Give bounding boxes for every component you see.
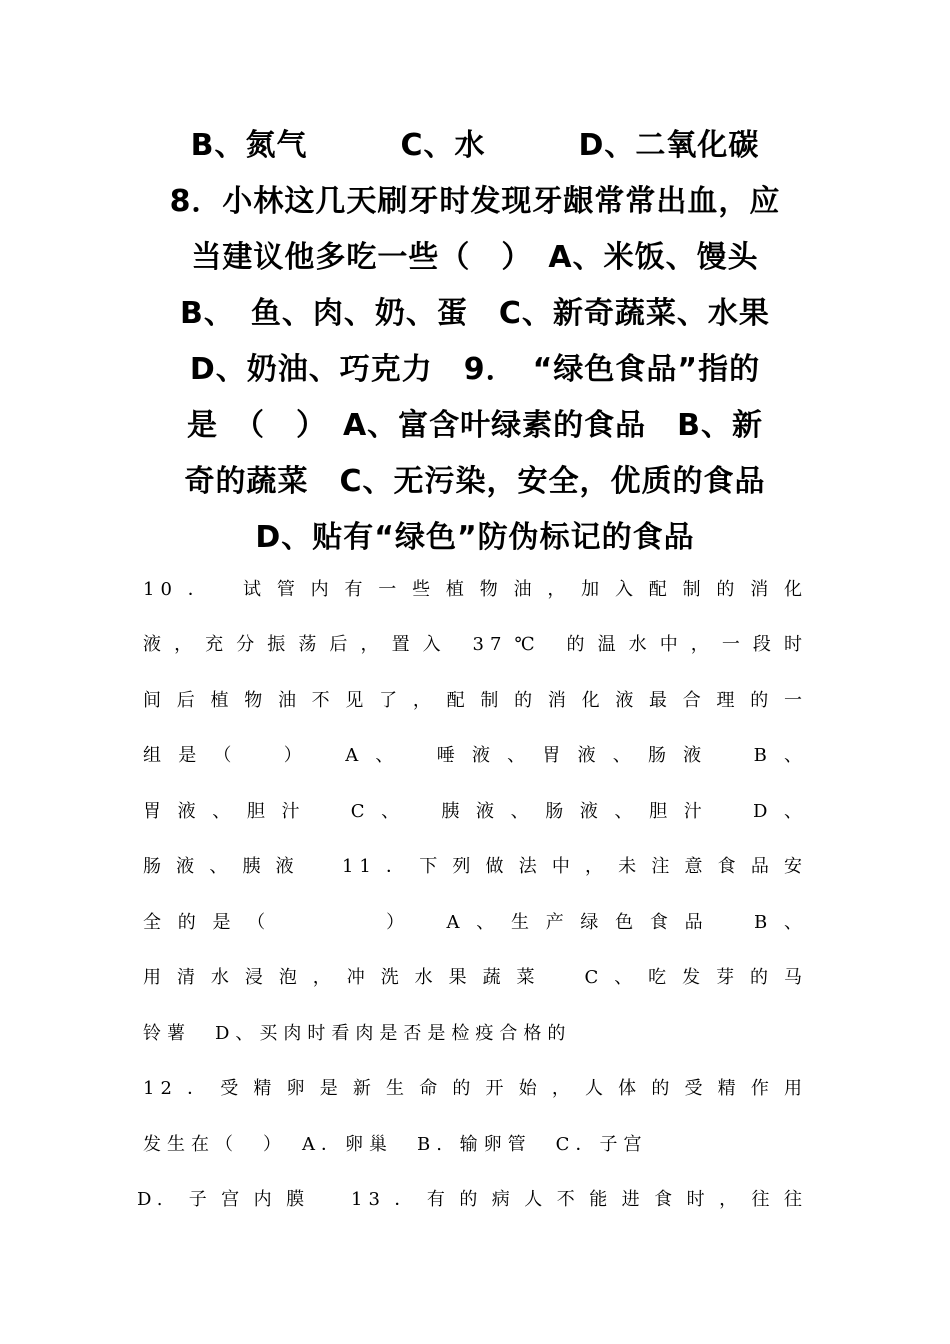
question-8-line-2: 当建议他多吃一些（ ） A、米饭、馒头 [191,240,759,275]
question-11-line-2: 全的是（ ） A、生产绿色食品 B、 [143,912,808,933]
question-11-line-1: 肠液、胰液 11．下列做法中，未注意食品安 [143,856,808,877]
question-7-options: B、氮气 C、水 D、二氧化碳 [190,128,760,163]
question-9-line-4: D、贴有“绿色”防伪标记的食品 [255,520,695,555]
question-9-line-2: 是 （ ） A、富含叶绿素的食品 B、新 [186,408,764,443]
question-9-line-3: 奇的蔬菜 C、无污染，安全，优质的食品 [184,464,766,499]
question-9-line-1: D、奶油、巧克力 9． “绿色食品”指的 [189,352,761,387]
question-12-line-2: 发生在（ ） A．卵巢 B. 输卵管 C．子宫 [143,1134,648,1155]
question-10-line-2: 液，充分振荡后，置入 37℃ 的温水中，一段时 [143,634,808,655]
question-10-line-5: 胃液、胆汁 C、 胰液、肠液、胆汁 D、 [143,801,808,822]
question-11-line-4: 铃薯 D、买肉时看肉是否是检疫合格的 [143,1023,572,1044]
question-10-line-3: 间后植物油不见了，配制的消化液最合理的一 [143,690,808,711]
question-11-line-3: 用清水浸泡，冲洗水果蔬菜 C、吃发芽的马 [143,967,808,988]
question-8-line-3: B、 鱼、肉、奶、蛋 C、新奇蔬菜、水果 [180,296,770,331]
question-13-line-1: D. 子宫内膜 13．有的病人不能进食时，往往 [137,1189,808,1210]
question-8-line-1: 8．小林这几天刷牙时发现牙龈常常出血，应 [169,184,781,219]
question-10-line-1: 10． 试管内有一些植物油，加入配制的消化 [143,579,808,600]
question-12-line-1: 12．受精卵是新生命的开始，人体的受精作用 [143,1078,808,1099]
question-10-line-4: 组是（ ） A、 唾液、胃液、肠液 B、 [143,745,808,766]
